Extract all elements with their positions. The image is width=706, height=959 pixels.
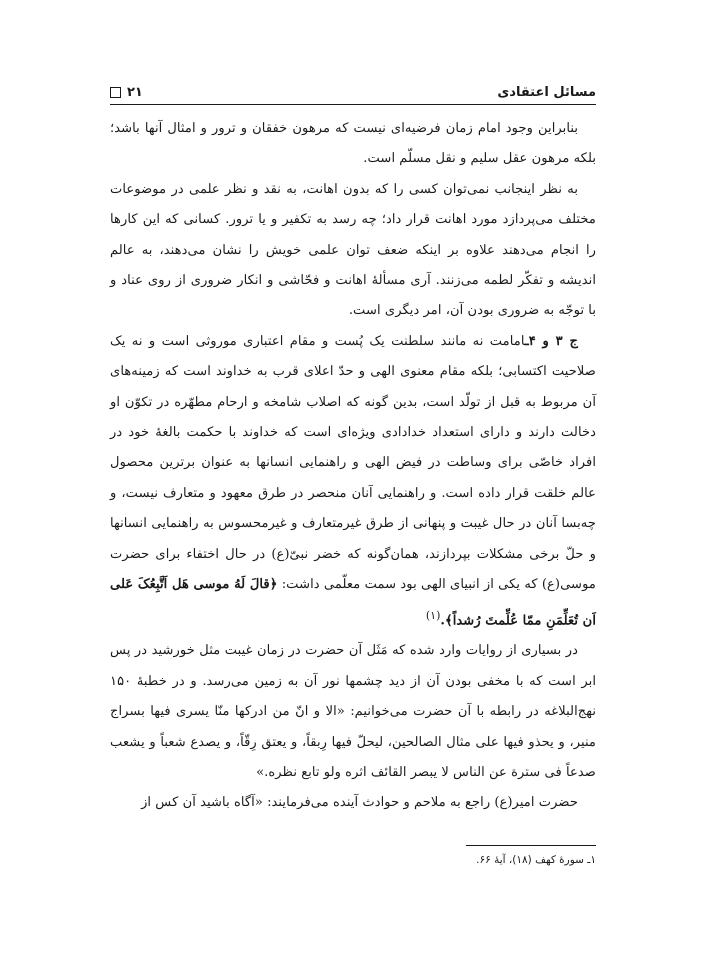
page-number-group [110, 85, 143, 100]
paragraph-4: در بسیاری از روایات وارد شده که مَثَل آن حضرت در زمان غیبت مثل خورشید در پس ابر است که با مخفی بودن آن از دید چشمها نور آن به زمین می‌رسد. و در خطبهٔ ۱۵۰ نهج‌البلاغه در رابطه با آن حضرت می‌خوانیم: «الا و انّ من ادرکها منّا یسری فیها بسراج منیر، و یحذو فیها علی مثال الصالحین، لیحلّ فیها رِبقاً، و یعتق رِقّاً، و یصدع شعباً و یشعب صدعاً فی سترة عن الناس لا یبصر القائف اثره ولو تابع نظره.» [110, 643, 596, 780]
square-icon [110, 87, 121, 98]
paragraph-5: حضرت امیر(ع) راجع به ملاحم و حوادث آینده می‌فرمایند: «آگاه باشید آن کس از [141, 795, 578, 811]
paragraph-3 [110, 327, 596, 636]
paragraph-1: بنابراین وجود امام زمان فرضیه‌ای نیست که مرهون خفقان و ترور و امثال آنها باشد؛ بلکه مرهون عقل سلیم و نقل مسلّم است. [110, 121, 596, 167]
answer-label: ج ۳ و ۴ـ [524, 333, 579, 349]
running-title: مسائل اعتقادی [497, 85, 596, 100]
paragraph-2: به نظر اینجانب نمی‌توان کسی را که بدون اهانت، به نقد و نظر علمی در موضوعات مختلف می‌پردازد مورد اهانت قرار داد؛ چه رسد به تکفیر و یا ترور. کسانی که این کارها را انجام می‌دهند علاوه بر اینکه ضعف توان علمی خویش را نشان می‌دهند، به عالم اندیشه و تفکّر لطمه می‌زنند. آری مسألهٔ اهانت و فحّاشی و انکار ضروری از روی عناد و با توجّه به ضروری بودن آن، امر دیگری است. [110, 181, 596, 319]
paragraph-3-text: امامت نه مانند سلطنت یک پُست و مقام اعتباری موروثی است و نه یک صلاحیت اکتسابی؛ بلکه مقام معنوی الهی و حدّ اعلای قرب به خداوند است که زمینه‌های آن مربوط به قبل از تولّد است، بدین گونه که اصلاب شامخه و ارحام مطهّره در تکوّن او دخالت دارند و دارای استعداد خدادادی ویژه‌ای است که خداوند با حکمت بالغهٔ خود در افراد خاصّی برای وساطت در فیض الهی و راهنمایی انسانها به عنوان برترین محصول عالم خلقت قرار داده است. و راهنمایی آنان منحصر در طرق معهود و متعارف نیست، و چه‌بسا آنان در حال غیبت و پنهانی از طرق غیرمتعارف و غیرمحسوس به راهنمایی انسانها و حلّ برخی مشکلات بپردازند، همان‌گونه که خضر نبیّ(ع) در حال اختفاء برای حضرت موسی(ع) که یکی از انبیای الهی بود سمت معلّمی داشت: [110, 333, 596, 593]
footnote: ۱ـ سورهٔ کهف (۱۸)، آیهٔ ۶۶. [476, 854, 596, 866]
footnote-ref: (۱) [425, 608, 441, 622]
body-text [110, 114, 596, 819]
running-header [110, 74, 596, 100]
page-number: ۲۱ [127, 85, 143, 100]
quran-quote: ﴿قالَ لَهُ موسی هَل اَتَّبِعُکَ عَلی اَن تُعَلِّمَنِ ممّا عُلِّمتَ رُشداً﴾. [110, 577, 596, 628]
header-rule [110, 104, 596, 105]
footnote-rule [466, 845, 596, 846]
